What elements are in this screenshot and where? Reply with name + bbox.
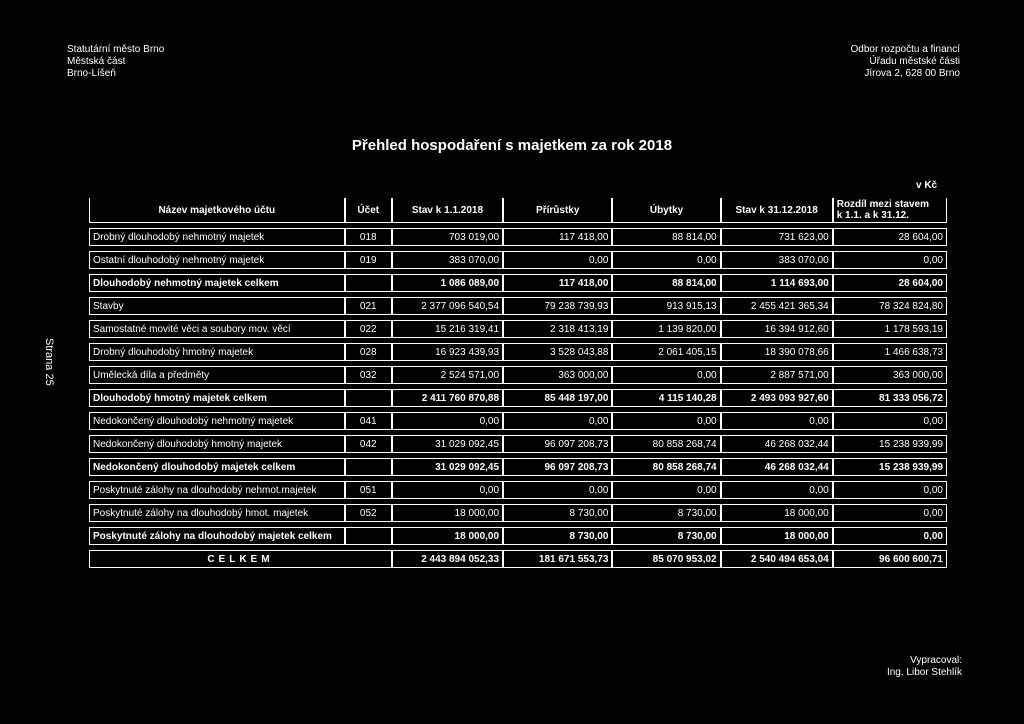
row-end: 16 394 912,60 bbox=[721, 320, 833, 338]
table-row bbox=[89, 504, 947, 522]
total-row bbox=[89, 550, 947, 568]
row-plus: 117 418,00 bbox=[503, 274, 612, 292]
row-plus: 8 730,00 bbox=[503, 527, 612, 545]
header-city: Statutární město Brno bbox=[67, 44, 165, 55]
row-diff: 81 333 056,72 bbox=[833, 389, 947, 407]
row-name: Samostatné movité věci a soubory mov. věcí bbox=[89, 320, 345, 338]
row-diff: 1 466 638,73 bbox=[833, 343, 947, 361]
currency-unit: v Kč bbox=[916, 180, 938, 191]
total-end: 2 540 494 653,04 bbox=[721, 550, 833, 568]
table-row bbox=[89, 343, 947, 361]
header-district-label: Městská část bbox=[67, 56, 126, 67]
row-name: Nedokončený dlouhodobý majetek celkem bbox=[89, 458, 345, 476]
row-name: Ostatní dlouhodobý nehmotný majetek bbox=[89, 251, 345, 269]
row-minus: 88 814,00 bbox=[612, 228, 720, 246]
header-department: Odbor rozpočtu a financí bbox=[850, 44, 960, 55]
row-end: 46 268 032,44 bbox=[721, 435, 833, 453]
row-start: 703 019,00 bbox=[392, 228, 503, 246]
col-plus-header: Přírůstky bbox=[503, 198, 612, 223]
assets-table bbox=[89, 193, 947, 573]
row-account bbox=[345, 274, 392, 292]
col-name-header: Název majetkového účtu bbox=[89, 198, 345, 223]
row-end: 0,00 bbox=[721, 412, 833, 430]
row-name: Dlouhodobý hmotný majetek celkem bbox=[89, 389, 345, 407]
row-diff: 0,00 bbox=[833, 527, 947, 545]
row-start: 18 000,00 bbox=[392, 504, 503, 522]
total-diff: 96 600 600,71 bbox=[833, 550, 947, 568]
prepared-by-label: Vypracoval: bbox=[910, 655, 962, 666]
row-end: 2 887 571,00 bbox=[721, 366, 833, 384]
table-row bbox=[89, 527, 947, 545]
row-start: 2 524 571,00 bbox=[392, 366, 503, 384]
row-minus: 88 814,00 bbox=[612, 274, 720, 292]
row-start: 15 216 319,41 bbox=[392, 320, 503, 338]
row-diff: 1 178 593,19 bbox=[833, 320, 947, 338]
row-end: 2 455 421 365,34 bbox=[721, 297, 833, 315]
row-name: Poskytnuté zálohy na dlouhodobý hmot. majetek bbox=[89, 504, 345, 522]
row-minus: 2 061 405,15 bbox=[612, 343, 720, 361]
header-district: Brno-Líšeň bbox=[67, 68, 116, 79]
row-account: 028 bbox=[345, 343, 392, 361]
row-diff: 78 324 824,80 bbox=[833, 297, 947, 315]
row-plus: 2 318 413,19 bbox=[503, 320, 612, 338]
row-name: Drobný dlouhodobý nehmotný majetek bbox=[89, 228, 345, 246]
row-start: 31 029 092,45 bbox=[392, 458, 503, 476]
row-name: Umělecká díla a předměty bbox=[89, 366, 345, 384]
row-diff: 363 000,00 bbox=[833, 366, 947, 384]
row-plus: 117 418,00 bbox=[503, 228, 612, 246]
row-plus: 8 730,00 bbox=[503, 504, 612, 522]
col-start-header: Stav k 1.1.2018 bbox=[392, 198, 503, 223]
row-start: 16 923 439,93 bbox=[392, 343, 503, 361]
row-start: 31 029 092,45 bbox=[392, 435, 503, 453]
header-office: Úřadu městské části bbox=[869, 56, 960, 67]
page-title: Přehled hospodaření s majetkem za rok 2018 bbox=[351, 137, 673, 154]
row-end: 2 493 093 927,60 bbox=[721, 389, 833, 407]
row-start: 383 070,00 bbox=[392, 251, 503, 269]
row-plus: 363 000,00 bbox=[503, 366, 612, 384]
row-minus: 8 730,00 bbox=[612, 527, 720, 545]
row-plus: 0,00 bbox=[503, 412, 612, 430]
row-plus: 96 097 208,73 bbox=[503, 458, 612, 476]
row-start: 1 086 089,00 bbox=[392, 274, 503, 292]
row-start: 18 000,00 bbox=[392, 527, 503, 545]
row-account: 041 bbox=[345, 412, 392, 430]
col-diff-header-line1: Rozdíl mezi stavem bbox=[836, 199, 929, 210]
row-minus: 80 858 268,74 bbox=[612, 435, 720, 453]
row-end: 46 268 032,44 bbox=[721, 458, 833, 476]
row-minus: 0,00 bbox=[612, 412, 720, 430]
row-minus: 0,00 bbox=[612, 366, 720, 384]
row-end: 18 000,00 bbox=[721, 504, 833, 522]
table-row bbox=[89, 481, 947, 499]
row-name: Poskytnuté zálohy na dlouhodobý majetek celkem bbox=[89, 527, 345, 545]
row-account: 019 bbox=[345, 251, 392, 269]
header-address: Jírova 2, 628 00 Brno bbox=[864, 68, 960, 79]
header-left bbox=[67, 44, 164, 80]
row-account: 022 bbox=[345, 320, 392, 338]
row-account: 018 bbox=[345, 228, 392, 246]
row-plus: 85 448 197,00 bbox=[503, 389, 612, 407]
table-row bbox=[89, 435, 947, 453]
table-row bbox=[89, 389, 947, 407]
table-row bbox=[89, 251, 947, 269]
row-start: 2 377 096 540,54 bbox=[392, 297, 503, 315]
table-row bbox=[89, 458, 947, 476]
row-end: 731 623,00 bbox=[721, 228, 833, 246]
row-minus: 4 115 140,28 bbox=[612, 389, 720, 407]
row-name: Poskytnuté zálohy na dlouhodobý nehmot.majetek bbox=[89, 481, 345, 499]
row-name: Drobný dlouhodobý hmotný majetek bbox=[89, 343, 345, 361]
table-row bbox=[89, 412, 947, 430]
row-start: 0,00 bbox=[392, 481, 503, 499]
row-account: 021 bbox=[345, 297, 392, 315]
table-row bbox=[89, 274, 947, 292]
table-row bbox=[89, 297, 947, 315]
row-name: Dlouhodobý nehmotný majetek celkem bbox=[89, 274, 345, 292]
total-plus: 181 671 553,73 bbox=[503, 550, 612, 568]
total-start: 2 443 894 052,33 bbox=[392, 550, 503, 568]
row-plus: 0,00 bbox=[503, 251, 612, 269]
row-account: 042 bbox=[345, 435, 392, 453]
row-end: 18 000,00 bbox=[721, 527, 833, 545]
row-diff: 0,00 bbox=[833, 251, 947, 269]
row-plus: 0,00 bbox=[503, 481, 612, 499]
prepared-by-name: Ing. Libor Stehlík bbox=[886, 667, 962, 678]
table-row bbox=[89, 228, 947, 246]
row-start: 0,00 bbox=[392, 412, 503, 430]
header-right bbox=[850, 44, 960, 80]
row-account bbox=[345, 527, 392, 545]
row-diff: 28 604,00 bbox=[833, 228, 947, 246]
row-account bbox=[345, 458, 392, 476]
footer bbox=[887, 655, 962, 679]
row-diff: 0,00 bbox=[833, 412, 947, 430]
row-diff: 0,00 bbox=[833, 481, 947, 499]
col-minus-header: Úbytky bbox=[612, 198, 720, 223]
row-diff: 0,00 bbox=[833, 504, 947, 522]
row-name: Stavby bbox=[89, 297, 345, 315]
col-diff-header-line2: k 1.1. a k 31.12. bbox=[836, 210, 909, 221]
row-diff: 28 604,00 bbox=[833, 274, 947, 292]
row-end: 0,00 bbox=[721, 481, 833, 499]
row-account bbox=[345, 389, 392, 407]
row-minus: 8 730,00 bbox=[612, 504, 720, 522]
table-row bbox=[89, 320, 947, 338]
row-plus: 3 528 043,88 bbox=[503, 343, 612, 361]
row-plus: 96 097 208,73 bbox=[503, 435, 612, 453]
row-minus: 1 139 820,00 bbox=[612, 320, 720, 338]
col-end-header: Stav k 31.12.2018 bbox=[721, 198, 833, 223]
row-name: Nedokončený dlouhodobý nehmotný majetek bbox=[89, 412, 345, 430]
row-start: 2 411 760 870,88 bbox=[392, 389, 503, 407]
row-end: 383 070,00 bbox=[721, 251, 833, 269]
table-row bbox=[89, 366, 947, 384]
row-account: 051 bbox=[345, 481, 392, 499]
row-diff: 15 238 939,99 bbox=[833, 435, 947, 453]
row-minus: 913 915,13 bbox=[612, 297, 720, 315]
col-account-header: Účet bbox=[345, 198, 392, 223]
row-minus: 0,00 bbox=[612, 251, 720, 269]
col-diff-header bbox=[833, 198, 947, 223]
row-account: 052 bbox=[345, 504, 392, 522]
row-end: 18 390 078,66 bbox=[721, 343, 833, 361]
page-number: Strana 25 bbox=[43, 338, 55, 386]
row-name: Nedokončený dlouhodobý hmotný majetek bbox=[89, 435, 345, 453]
table-header-row bbox=[89, 198, 947, 223]
total-minus: 85 070 953,02 bbox=[612, 550, 720, 568]
row-account: 032 bbox=[345, 366, 392, 384]
row-diff: 15 238 939,99 bbox=[833, 458, 947, 476]
row-plus: 79 238 739,93 bbox=[503, 297, 612, 315]
total-label: CELKEM bbox=[89, 550, 392, 568]
row-end: 1 114 693,00 bbox=[721, 274, 833, 292]
row-minus: 0,00 bbox=[612, 481, 720, 499]
row-minus: 80 858 268,74 bbox=[612, 458, 720, 476]
